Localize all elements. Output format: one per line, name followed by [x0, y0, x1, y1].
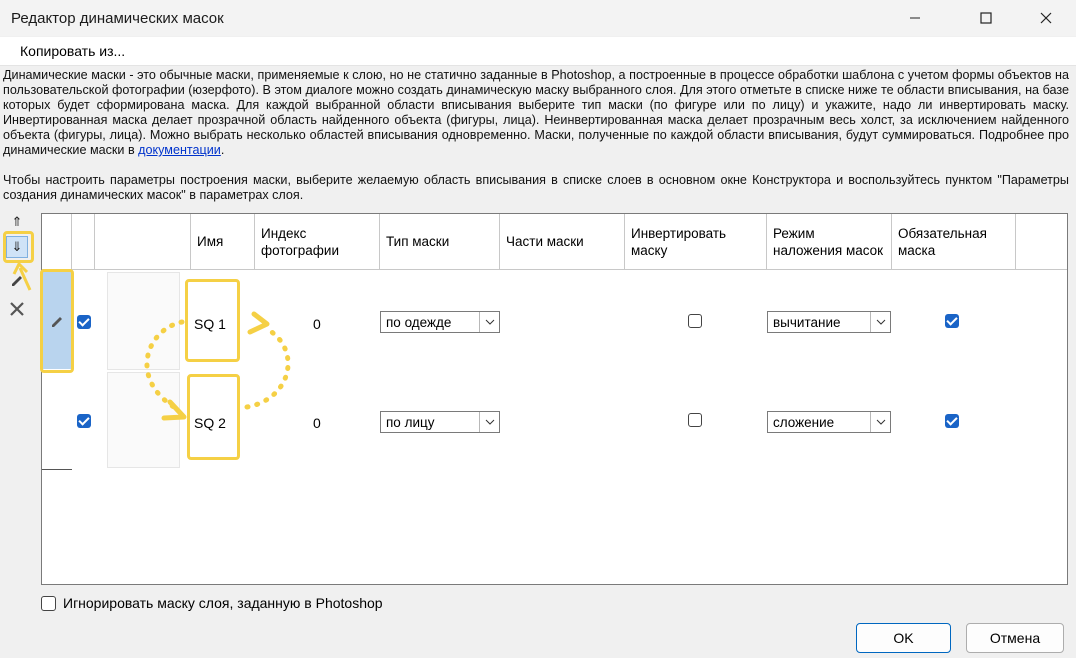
window-title: Редактор динамических масок — [11, 10, 224, 27]
ok-button[interactable]: OK — [856, 623, 951, 653]
move-up-button[interactable]: ⇑ — [11, 214, 23, 229]
header-blend-mode[interactable]: Режим наложения масок — [767, 214, 892, 270]
ignore-layer-mask-checkbox[interactable] — [41, 596, 56, 611]
blend-mode-value: вычитание — [773, 315, 841, 330]
swap-arrowhead-down — [164, 402, 184, 418]
row-name: SQ 2 — [194, 415, 226, 431]
ignore-layer-mask-label: Игнорировать маску слоя, заданную в Photoshop — [63, 595, 383, 611]
blend-mode-value: сложение — [773, 415, 835, 430]
mask-table — [41, 213, 1068, 585]
description-hint: Чтобы настроить параметры построения маски, выберите желаемую область вписывания в списке слоев в основном окне Конструктора и воспользуйтесь пунктом "Параметры создания динамических масок" в параметрах слоя. — [3, 173, 1069, 202]
documentation-link[interactable]: документации — [138, 143, 221, 157]
description-text: Динамические маски - это обычные маски, применяемые к слою, но не статично заданные в Photoshop, а построенные в процессе обработки шаблона с учетом формы объектов на пользовательской фотографии (юзерфото). В этом диалоге можно создать динамическую маску выбранного слоя. Для этого отметьте в списке ниже те области вписывания, на базе которых будет сформирована маска. Для каждой выбранной области вписывания выберите тип маски (по фигуре или по лицу) и укажите, надо ли инвертировать маску. Инвертированная маска делает прозрачной область найденного объекта (фигуры, лица). Неинвертированная маска делает прозрачным весь холст, за исключением найденного объекта (фигуры, лица). Можно выбрать несколько областей вписывания одновременно. Маски, полученные по каждой области вписывания, будут суммироваться. Подробнее про динамические маски в — [3, 68, 1069, 157]
description-period: . — [220, 143, 225, 157]
header-photo-index[interactable]: Индекс фотографии — [255, 214, 380, 270]
cancel-button[interactable]: Отмена — [966, 623, 1064, 653]
mask-type-value: по лицу — [386, 415, 435, 430]
header-name[interactable]: Имя — [191, 214, 255, 270]
mask-type-value: по одежде — [386, 315, 452, 330]
copy-from-menu[interactable]: Копировать из... — [20, 43, 126, 59]
swap-arrow-right — [247, 329, 288, 407]
header-invert[interactable]: Инвертировать маску — [625, 214, 767, 270]
row-photo-index: 0 — [313, 415, 321, 431]
move-down-button[interactable]: ⇓ — [6, 236, 28, 258]
header-required[interactable]: Обязательная маска — [892, 214, 1016, 270]
row-name: SQ 1 — [194, 316, 226, 332]
swap-annotation — [42, 214, 1069, 586]
header-mask-type[interactable]: Тип маски — [380, 214, 500, 270]
row-photo-index: 0 — [313, 316, 321, 332]
swap-arrow-left — [147, 322, 182, 409]
header-mask-parts[interactable]: Части маски — [500, 214, 625, 270]
swap-arrowhead-up — [250, 314, 267, 332]
